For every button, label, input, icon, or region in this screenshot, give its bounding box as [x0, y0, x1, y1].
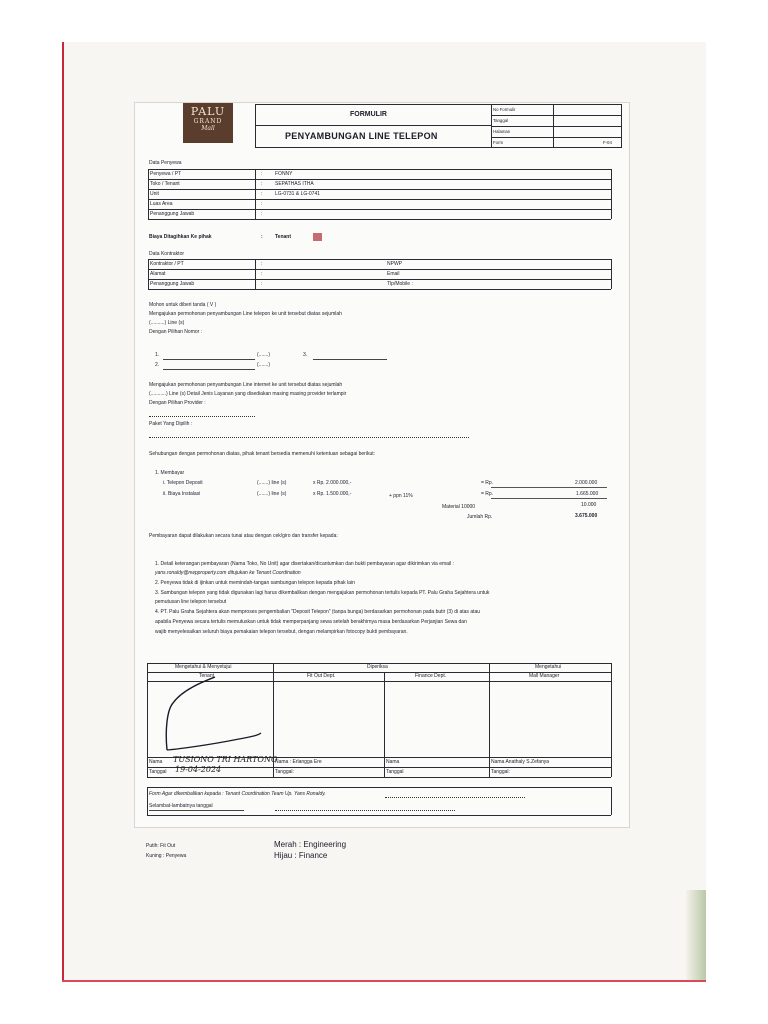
nama-tenant-handwritten: TUSIONO TRI HARTONO — [173, 755, 278, 764]
copy-kuning: Kuning : Penyewa — [146, 853, 187, 859]
biaya-instalasi-label: ii. Biaya Instalasi — [163, 491, 201, 497]
col-tenant-sub: Tenant — [199, 673, 215, 679]
note-3-cont: pemutusan line telepon tersebut — [155, 599, 227, 605]
tanggal-manager: Tanggal: — [491, 769, 510, 775]
mohon-tanda: Mohon untuk diberi tanda ( V ) — [149, 302, 217, 308]
form-document: PALU GRAND Mall FORMULIR PENYAMBUNGAN LINE TELEPON No Formulir Tanggal Halaman Form F-04 Data Penyewa Penyewa / PT : FONNY Toko / Tenant : SEPATHAS ITHA Unit : LG-0731 & LG-0741 Luas Area : Penanggung Jawab : Biaya Ditagihkan Ke pihak : Tenant Data Kontraktor Kontraktor / PT : NPWP Alamat : Email Penanggung Jawab : Tlp/Mobile : Mohon untuk diberi tanda ( V ) Mengajukan permohonan penyambungan Line telepon ke unit tersebut diatas sejumlah (..........) Line (s) Dengan Pilihan Nomor : 1. (.......) 3. 2. (.......) Mengajukan permohonan penyambungan Line internet ke unit tersebut diatas sejumlah (...........) Line (s) Detail Jenis Layanan yang disediakan masing masing provider terlampir Dengan Pilihan Provider : Paket Yang Dipilih : Sehubungan dengan permohonan diatas, pihak tenant bersedia memenuhi ketentuan sebagai berikut: 1. Membayar i. Telepon Deposit (.......) line (s) x Rp. 2.000.000,- = Rp. 2.000.000 ii. Biaya Instalasi (.......) line (s) x Rp. 1.500.000,- + ppn 11% = Rp. 1.665.000 Material 10000 10.000 Jumlah Rp. 3.675.000 Pembayaran dapat dilakukan secara tunai atau dengan cek/giro dan transfer kepada: 1. Detail keterangan pembayaran (Nama Toko, No Unit) agar disertakan/dicantumkan dan bukti pembayaran agar dikirimkan via email : yans.ronaldy@nwpproperty.com ditujukan ke Tenant Coordination 2. Penyewa tidak di ijinkan untuk memindah-tangan sambungan telepon kepada pihak lain 3. Sambungan telepon yang tidak digunakan lagi harus dikembalikan dengan mengajukan permohonan tertulis kepada PT. Palu Graha Sejahtera untuk pemutusan line telepon tersebut 4. PT. Palu Graha Sejahtera akan memproses pengembalian "Deposit Telepon" (tanpa bunga) berdasarkan permohonan pada butir (3) di atas atau apabila Penyewa secara tertulis memutuskan untuk tidak memperpanjang sewa setelah berakhirnya masa berdasarkan Perjanjian Sewa dan wajib menyelesaikan seluruh biaya pemakaian telepon tersebut, dengan melampirkan fotocopy bukti pembayaran. Mengetahui & Menyetujui Tenant Diperiksa Fit Out Dept. Finance Dept. Mengetahui Mall Manager Nama TUSIONO TRI HARTONO Nama : Erlangga Ere Nama Nama Anathaly S.Zefanya Tanggal 19-04-2024 Tanggal: Tanggal Tanggal: Form Agar dikembalikan kepada : Tenant Coordination Team Up. Yans Ronaldy. Selambat-lambatnya tanggal — [134, 102, 630, 828]
ketentuan-intro: Sehubungan dengan permohonan diatas, pihak tenant bersedia memenuhi ketentuan sebagai berikut: — [149, 451, 375, 457]
section-data-kontraktor: Data Kontraktor — [149, 251, 185, 257]
internet-line-count: (...........) Line (s) Detail Jenis Layanan yang disediakan masing masing provider terlampir — [149, 391, 347, 397]
tanggal-tenant-handwritten: 19-04-2024 — [175, 765, 222, 774]
nama-finance: Nama — [386, 759, 400, 765]
paket-dipilih: Paket Yang Dipilih : — [149, 421, 193, 427]
nama-label: Nama — [149, 759, 163, 765]
selambat-lambatnya: Selambat-lambatnya tanggal — [149, 803, 213, 809]
tlp-label: Tlp/Mobile : — [387, 281, 413, 287]
nama-fitout: Nama : Erlangga Ere — [275, 759, 322, 765]
unit-value: LG-0731 & LG-0741 — [275, 191, 321, 197]
copy-putih: Putih: Fit Out — [146, 843, 176, 849]
col-diperiksa-head: Diperiksa — [367, 664, 388, 670]
telepon-deposit-label: i. Telepon Deposit — [163, 480, 203, 486]
col-fitout-sub: Fit Out Dept. — [307, 673, 336, 679]
tanggal-finance: Tanggal — [386, 769, 404, 775]
note-4: 4. PT. Palu Graha Sejahtera akan memproses pengembalian "Deposit Telepon" (tanpa bunga) berdasarkan permohonan pada butir (3) di atas atau — [155, 609, 481, 615]
col-finance-sub: Finance Dept. — [415, 673, 447, 679]
meta-tanggal: Tanggal — [493, 118, 509, 123]
biaya-value: Tenant — [275, 234, 292, 240]
luas-area-label: Luas Area — [150, 201, 173, 207]
pilihan-provider: Dengan Pilihan Provider : — [149, 400, 206, 406]
note-2: 2. Penyewa tidak di ijinkan untuk memindah-tangan sambungan telepon kepada pihak lain — [155, 580, 355, 586]
npwp-label: NPWP — [387, 261, 402, 267]
penyewa-value: FONNY — [275, 171, 293, 177]
tanggal-label: Tanggal — [149, 769, 167, 775]
note-3: 3. Sambungan telepon yang tidak digunakan lagi harus dikembalikan dengan mengajukan permohonan tertulis kepada PT. Palu Graha Sejahtera untuk — [155, 590, 490, 596]
form-title-main: PENYAMBUNGAN LINE TELEPON — [285, 131, 438, 141]
tenant-signature — [149, 675, 273, 755]
alamat-label: Alamat — [150, 271, 166, 277]
section-data-penyewa: Data Penyewa — [149, 160, 182, 166]
line-count: (..........) Line (s) — [149, 320, 185, 326]
jumlah-total: 3.675.000 — [575, 513, 598, 519]
form-return-note: Form Agar dikembalikan kepada : Tenant Coordination Team Up. Yans Ronaldy. — [149, 791, 326, 797]
pembayaran-intro: Pembayaran dapat dilakukan secara tunai atau dengan cek/giro dan transfer kepada: — [149, 533, 338, 539]
kontraktor-pj-label: Penanggung Jawab — [150, 281, 195, 287]
email-label: Email — [387, 271, 400, 277]
tanggal-fitout: Tanggal: — [275, 769, 294, 775]
pilihan-nomor: Dengan Pilihan Nomor : — [149, 329, 203, 335]
instalasi-amount: 1.665.000 — [576, 491, 599, 497]
unit-label: Unit — [150, 191, 159, 197]
tenant-color-swatch — [313, 233, 322, 241]
toko-value: SEPATHAS ITHA — [275, 181, 314, 187]
meta-form: Form — [493, 140, 504, 145]
col-tenant-head: Mengetahui & Menyetujui — [175, 664, 232, 670]
palu-grand-mall-logo: PALU GRAND Mall — [183, 103, 233, 143]
penyewa-label: Penyewa / PT — [150, 171, 182, 177]
note-1-email: yans.ronaldy@nwpproperty.com ditujukan ke Tenant Coordination — [155, 570, 301, 576]
toko-label: Toko / Tenant — [150, 181, 180, 187]
permohonan-telepon: Mengajukan permohonan penyambungan Line telepon ke unit tersebut diatas sejumlah — [149, 311, 342, 317]
note-4-cont2: wajib menyelesaikan seluruh biaya pemakaian telepon tersebut, dengan melampirkan fotocopy bukti pembayaran. — [155, 629, 408, 635]
material-amount: 10.000 — [581, 502, 597, 508]
form-code: F-04 — [603, 140, 612, 145]
note-4-cont1: apabila Penyewa secara tertulis memutuskan untuk tidak memperpanjang sewa setelah berakhirnya masa berdasarkan Perjanjian Sewa dan — [155, 619, 467, 625]
page-edge-bottom — [62, 980, 706, 982]
meta-no-formulir: No Formulir — [493, 107, 516, 112]
col-manager-head: Mengetahui — [535, 664, 562, 670]
page-edge-shadow — [686, 890, 706, 980]
copy-hijau: Hijau : Finance — [274, 851, 328, 860]
deposit-amount: 2.000.000 — [575, 480, 598, 486]
form-title-formulir: FORMULIR — [350, 111, 387, 118]
kontraktor-label: Kontraktor / PT — [150, 261, 184, 267]
biaya-label: Biaya Ditagihkan Ke pihak — [149, 234, 212, 240]
note-1: 1. Detail keterangan pembayaran (Nama Toko, No Unit) agar disertakan/dicantumkan dan bukti pembayaran agar dikirimkan via email : — [155, 561, 454, 567]
meta-halaman: Halaman — [493, 129, 511, 134]
nama-manager: Nama Anathaly S.Zefanya — [491, 759, 550, 765]
col-manager-sub: Mall Manager — [529, 673, 560, 679]
permohonan-internet: Mengajukan permohonan penyambungan Line internet ke unit tersebut diatas sejumlah — [149, 382, 343, 388]
copy-merah: Merah : Engineering — [274, 840, 347, 849]
penanggung-jawab-label: Penanggung Jawab — [150, 211, 195, 217]
